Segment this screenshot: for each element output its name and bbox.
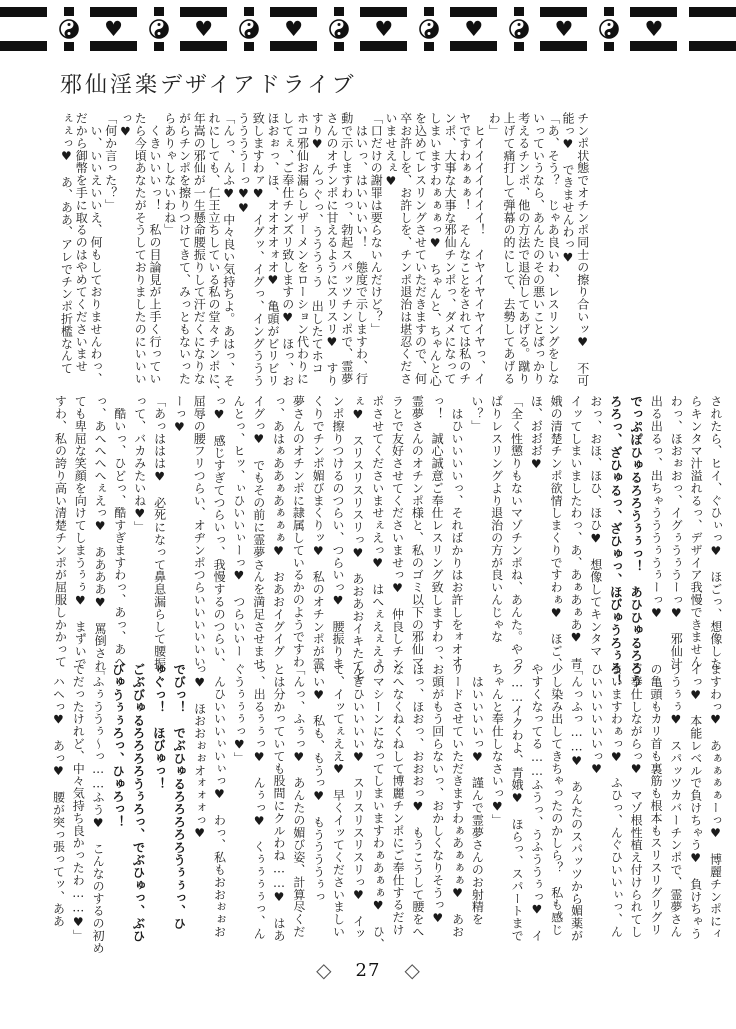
text-column: イッてしまいましたわっ、あ、あぁあぁあ♥ 青 bbox=[568, 395, 583, 670]
text-column: やすくなってる……ふうっ、うふううぅっ♥ イ bbox=[529, 663, 544, 942]
text-column: 「口だけの謝罪は要らないんだけど？」 bbox=[369, 112, 384, 336]
border-yinyang-unit bbox=[329, 7, 349, 51]
border-heart-unit bbox=[540, 7, 587, 51]
diamond-icon: ◇ bbox=[404, 958, 420, 982]
diamond-icon: ◇ bbox=[316, 958, 332, 982]
border-bar bbox=[270, 41, 317, 51]
text-column: ぱりレスリングより退治の方が良いんじゃな bbox=[489, 395, 504, 643]
text-column: ポさせてくださいませぇえっ♥ はへぇえぇえぇ bbox=[370, 395, 385, 670]
text-column: はいっ、はいいいい！ 態度で示しますわ、行 bbox=[354, 112, 369, 385]
border-square bbox=[334, 7, 344, 16]
text-column: ーっ♥ bbox=[172, 395, 187, 435]
border-bar bbox=[689, 41, 736, 51]
border-square bbox=[64, 7, 74, 16]
text-column: されたら、ヒイ、ぐひぃっ♥ ほごっ、想像した bbox=[708, 395, 723, 670]
border-square bbox=[424, 7, 434, 16]
border-square bbox=[244, 42, 254, 51]
border-bar bbox=[450, 41, 497, 51]
border-edge-bars bbox=[0, 7, 47, 51]
border-bar bbox=[630, 41, 677, 51]
text-column: ぐうぅぅぅっ♥」 bbox=[232, 663, 247, 765]
text-column: 「んっ、ふぅっ♥ あんたの媚び姿、計算尽くだ bbox=[291, 663, 306, 938]
border-yinyang-unit bbox=[149, 7, 169, 51]
border-yinyang-unit bbox=[599, 7, 619, 51]
text-column: らありゃしないわね」 bbox=[162, 112, 177, 236]
text-column: ほっ、ほおっ、おおおっ♥ もうこうして腰をへ bbox=[410, 663, 425, 938]
sfx-column: びゅうぅぅろっ、ひゅろっ！ bbox=[110, 663, 126, 829]
border-square bbox=[514, 7, 524, 16]
text-column: 屈辱の腰フリつらい、オヂンポつらいいいいいい bbox=[192, 395, 207, 668]
text-column: ううううーっ♥♥ bbox=[236, 112, 251, 216]
text-column: 「あ、そう？ じゃあ良いわ、レスリングをしな bbox=[546, 112, 561, 385]
text-column: ラとで友好させてくださいませっ♥ 仲良しチン bbox=[390, 395, 405, 670]
text-column: ンポ擦りつけるのつらい、つらいっ♥ 腰振りま bbox=[331, 395, 346, 670]
yinyang-icon bbox=[239, 19, 259, 39]
text-column: い、いいえいいえ、何もしておりませんわっ、 bbox=[88, 112, 103, 385]
border-bar bbox=[90, 41, 137, 51]
text-column: ても卑屈な笑顔を向けてしまうぅぅ♥ まずいで bbox=[73, 395, 88, 670]
text-column: くきいいいっ！ 私の目論見が上手く行ってい bbox=[147, 112, 162, 385]
text-column: ひいいいいいいっ♥ bbox=[589, 663, 604, 777]
text-column: の亀頭もカリ首も裏筋も根本もスリスリグリグリ bbox=[649, 663, 663, 936]
text-column: 致しますわァ♥ イグッ、イグっ、イングううう bbox=[251, 112, 266, 387]
text-column: まいますわぁっ♥ ふひっ、んぐひいいぃっ、ん bbox=[609, 663, 624, 938]
border-bar bbox=[270, 7, 317, 17]
text-column: リードさせていただきますわぁあぁぁぁ♥ あお bbox=[450, 663, 465, 938]
text-column: しまいますわぁぁぁっ♥ ちゃんと、ちゃんと心 bbox=[428, 112, 443, 387]
border-heart-unit bbox=[270, 7, 317, 51]
border-square bbox=[244, 7, 254, 16]
border-square bbox=[604, 7, 614, 16]
text-column: ご奉仕しながらっ♥ マゾ根性植え付けられてし bbox=[629, 663, 644, 938]
text-column: のマシーンになってしまいますわぁあぁぁ♥ ひ、 bbox=[371, 663, 386, 951]
border-heart-unit bbox=[450, 7, 497, 51]
text-column: 少し染み出してきちゃったのかしら？ 私も感じ bbox=[549, 663, 564, 936]
text-column: ヤですわぁぁぁ！ そんなことをされては私のチ bbox=[457, 112, 472, 385]
text-column: いい♥ 私も、もうっ♥ もううううぅっ bbox=[311, 663, 326, 903]
text-column: い？」 bbox=[469, 395, 484, 433]
text-block-1 bbox=[59, 112, 590, 398]
text-column: て、イッてぇええ♥ 早くイッてくださいましい bbox=[331, 663, 346, 938]
text-column: ンポ、大事な大事な邪仙チンポっ、ダメになって bbox=[442, 112, 457, 385]
border-square bbox=[604, 42, 614, 51]
border-edge-bars bbox=[689, 7, 736, 51]
heart-icon: ♥ bbox=[374, 17, 394, 41]
sfx-column: ごぶびゅるろろろろうぅろっ、でぶひゅっ、ぶひ bbox=[130, 663, 146, 943]
text-column: っ♥ bbox=[118, 112, 133, 139]
border-square bbox=[334, 42, 344, 51]
text-column: ううぅぅ♥ スパッツカバーチンポで、霊夢さん bbox=[668, 663, 683, 938]
text-column: らキンタマ汁溢れるっ、デザイア我慢できません bbox=[689, 395, 704, 668]
text-column: 動で示しますわっ、勃起スパッツチンポで、霊夢 bbox=[339, 112, 354, 385]
yinyang-icon bbox=[59, 19, 79, 39]
text-column: はいいいいっ♥ 謹んで霊夢さんのお射精を bbox=[470, 663, 485, 926]
border-bar bbox=[360, 7, 407, 17]
sfx-column: でびっ！ でぶひゅるろろろろろうぅぅっ、ひ bbox=[171, 663, 187, 930]
heart-icon: ♥ bbox=[284, 17, 304, 41]
text-column: いっていうなら、あんたのその悪いことばっかり bbox=[531, 112, 546, 385]
text-column: 夢さんのオチンポに隷属しているかのようですわ bbox=[291, 395, 306, 668]
text-column: を込めてレスリングさせていただきますので、何 bbox=[413, 112, 428, 385]
text-column: だから御幣を手に取るのはやめてくださいませ bbox=[74, 112, 89, 373]
text-column: 出る出るっ、出ちゃうううぅうぅーっ♥ bbox=[649, 395, 664, 621]
heart-icon: ♥ bbox=[104, 17, 123, 41]
text-column: チンポ状態でオチンポ同士の擦り合いッ♥ 不可 bbox=[575, 112, 590, 387]
text-column: ちゃんと奉仕しなさいっ♥」 bbox=[490, 663, 505, 827]
text-column: 「んっ、んふ♥ 中々良い気持ちよ。あはっ、そ bbox=[221, 112, 236, 387]
yinyang-icon bbox=[419, 19, 439, 39]
border-bar bbox=[689, 7, 736, 17]
text-column: くりでチンポ媚びまくりッ♥ 私のオチンポが霊 bbox=[311, 395, 326, 670]
text-column: なへなくねくねして博麗チンポにご奉仕するだけ bbox=[391, 663, 406, 936]
text-block-2 bbox=[53, 395, 723, 688]
yinyang-icon bbox=[329, 19, 349, 39]
text-column: っ♥ ほおおぉぉオォォォっ♥ bbox=[192, 663, 207, 841]
text-column: ぇ♥ スリスリスリスリっ♥ あおあおイキたてチ bbox=[350, 395, 365, 685]
page-number: 27 bbox=[355, 959, 381, 981]
text-column: はひいいいいっ、そればかりはお許しをォオオ bbox=[450, 395, 464, 668]
border-heart-unit bbox=[630, 7, 677, 51]
text-column: おっ、おほ、ほひ、ほひ♥ 想像してキンタマ bbox=[588, 395, 603, 658]
border-square bbox=[424, 42, 434, 51]
border-square bbox=[154, 7, 164, 16]
border-yinyang-unit bbox=[509, 7, 529, 51]
border-bar bbox=[90, 7, 137, 17]
border-heart-unit bbox=[90, 7, 137, 51]
border-yinyang-unit bbox=[239, 7, 259, 51]
text-column: んとっ、ヒッ、ぃひいいぃーっ♥ つらいいー bbox=[231, 395, 246, 658]
yinyang-icon bbox=[599, 19, 619, 39]
text-column: 酷いっ、ひどっ、酷すぎますわっ、あっ、あへ bbox=[112, 395, 127, 668]
border-bar bbox=[360, 41, 407, 51]
border-bar bbox=[0, 41, 47, 51]
page-title: 邪仙淫楽デザイアドライブ bbox=[60, 73, 357, 98]
text-column: わ」 bbox=[487, 112, 502, 137]
text-block-3 bbox=[51, 663, 723, 955]
text-column: イっ♥ 本能レベルで負けちゃう♥ 負けちゃう bbox=[688, 663, 703, 940]
text-column: がらチンポを擦りつけてきて、みっともないった bbox=[177, 112, 192, 385]
page-footer bbox=[0, 958, 736, 982]
border-bar bbox=[180, 7, 227, 17]
text-column: っ、出るぅぅっ♥ んぅっ♥ くぅぅぅぅっ、ん bbox=[252, 663, 267, 940]
text-column: ク……イクわよ、青娥♥ ほらっ、スパートまで bbox=[510, 663, 525, 942]
text-column: さんのオチンポに甘えるようにスリスリ♥ すり bbox=[324, 112, 339, 387]
text-column: イグっ♥ でもその前に霊夢さんを満足させませ bbox=[251, 395, 266, 670]
heart-icon: ♥ bbox=[194, 17, 214, 41]
text-column: ぇぇっ♥ あ、ああ、アレでチンポ折檻なんて bbox=[59, 112, 74, 375]
text-column: って、バカみたいね♥」 bbox=[132, 395, 147, 534]
text-column: 「ふぅううぅ～っ……ふう♥ こんなのするの初め bbox=[91, 663, 106, 955]
border-square bbox=[154, 42, 164, 51]
text-column: っ、あはぁああぁあぁぁぁ♥ おあおイグイグ bbox=[271, 395, 286, 658]
text-column: っ♥ 感じすぎてつらいっ、我慢するのつらい、 bbox=[212, 395, 227, 670]
border-heart-unit bbox=[360, 7, 407, 51]
border-bar bbox=[630, 7, 677, 17]
text-column: んぎひいいいい♥ スリスリスリスリっ♥ イッ bbox=[351, 663, 366, 940]
heart-icon: ♥ bbox=[464, 17, 484, 41]
yinyang-icon bbox=[509, 19, 529, 39]
border-yinyang-unit bbox=[419, 7, 439, 51]
text-column: お頭がもう回らないっ、おかしくなりそうっ♥ bbox=[430, 663, 445, 926]
text-column: っ、あへへへへぇえっ♥ ああああ♥ 罵倒され bbox=[93, 395, 108, 672]
border-bar bbox=[0, 7, 47, 17]
text-column: してぇ、ご奉仕チンズリ致しますの♥ ほっ、お bbox=[280, 112, 295, 387]
sfx-column: ろろっ、ざひゅるっ、ざひゅっ、ほびゅうろぅろ！ bbox=[608, 395, 624, 688]
text-column: たら今頃あなたがそうしておりましたのにいいい bbox=[133, 112, 148, 385]
text-column: ほおぉっ、ほ、オオオオォオ♥ 亀頭がビリビリ bbox=[265, 112, 280, 387]
text-column: 「全く性懲りもないマゾチンポね、あんた。やっ bbox=[509, 395, 524, 668]
decorative-border bbox=[0, 7, 736, 51]
border-bar bbox=[450, 7, 497, 17]
border-square bbox=[514, 42, 524, 51]
border-bar bbox=[540, 41, 587, 51]
heart-icon: ♥ bbox=[644, 17, 664, 41]
text-column: てだったけれど、中々気持ち良かったわ……♥」 bbox=[71, 663, 86, 942]
text-column: 「何か言った？」 bbox=[103, 112, 118, 212]
border-square bbox=[64, 42, 74, 51]
text-column: れにしても、仁王立ちしている私の堂々チンポに、 bbox=[206, 112, 221, 398]
border-bar bbox=[180, 41, 227, 51]
text-column: 「あっははは♥ 必死になって鼻息漏らして腰振 bbox=[152, 395, 167, 670]
text-column: 卒お許しを、お許しを、チンポ退治は堪忍くださ bbox=[398, 112, 413, 385]
text-column: ホコ邪仙お漏らしザーメンをローション代わりに bbox=[295, 112, 310, 385]
border-bar bbox=[540, 7, 587, 17]
text-column: わっ、ほおぉおっ、イグぅうぅうーっ♥ 邪仙汁 bbox=[669, 395, 684, 670]
sfx-column: でっぷぽひゅるろろうぅぅっ！ あひひゅるろろう bbox=[628, 395, 644, 688]
text-column: とは分かっていても股間にクルわね……♥ はあ bbox=[271, 663, 286, 942]
yinyang-icon bbox=[149, 19, 169, 39]
text-column: んひいいいぃいぃっ♥ わっ、私もおおぉぉお bbox=[212, 663, 227, 938]
sfx-column: ゅぐっ！ ほびゅっ！ bbox=[151, 663, 167, 790]
text-column: すり♥ んっぐっ、うううぅう 出したてホコ bbox=[310, 112, 325, 375]
text-column: っ！ 誠心誠意ご奉仕レスリング致しますわっ、 bbox=[430, 395, 445, 668]
text-column: ハヘっ♥ あっ♥ 腰が突っ張ってッ、ああ bbox=[51, 663, 66, 928]
text-column: 年嵩の邪仙が一生懸命腰振りして汗だくになりな bbox=[192, 112, 207, 385]
text-column: 娥の清楚チンポ欲情しまくりですわぁ♥ ほご、 bbox=[549, 395, 564, 670]
border-yinyang-unit bbox=[59, 7, 79, 51]
text-column: ますわっ♥ あぁぁぁぁーっ♥ 博麗チンポにィ bbox=[708, 663, 723, 940]
text-column: ヒイイイイイイイ！ イヤイヤイヤイヤっ、イ bbox=[472, 112, 487, 385]
text-column: 上げて痛打して弾幕の的にして、去勢してあげる bbox=[501, 112, 516, 385]
border-heart-unit bbox=[180, 7, 227, 51]
text-column: すわ、私の誇り高い清楚チンポが屈服しかかって bbox=[53, 395, 68, 668]
heart-icon: ♥ bbox=[554, 17, 574, 41]
text-column: 霊夢さんのオチンポ様と、私のゴミ以下の邪仙マ bbox=[410, 395, 425, 668]
text-column: いませえぇ♥ bbox=[383, 112, 398, 189]
text-column: 考えるチンポ、他の方法で退治してあげる。蹴り bbox=[516, 112, 531, 385]
text-column: ほ、お゙お゙お゙♥ bbox=[529, 395, 544, 472]
text-column: 能っ♥ できませんわっ♥ bbox=[560, 112, 575, 265]
text-column: 「んっふっ……♥ あんたのスパッツから媚薬が bbox=[569, 663, 584, 942]
